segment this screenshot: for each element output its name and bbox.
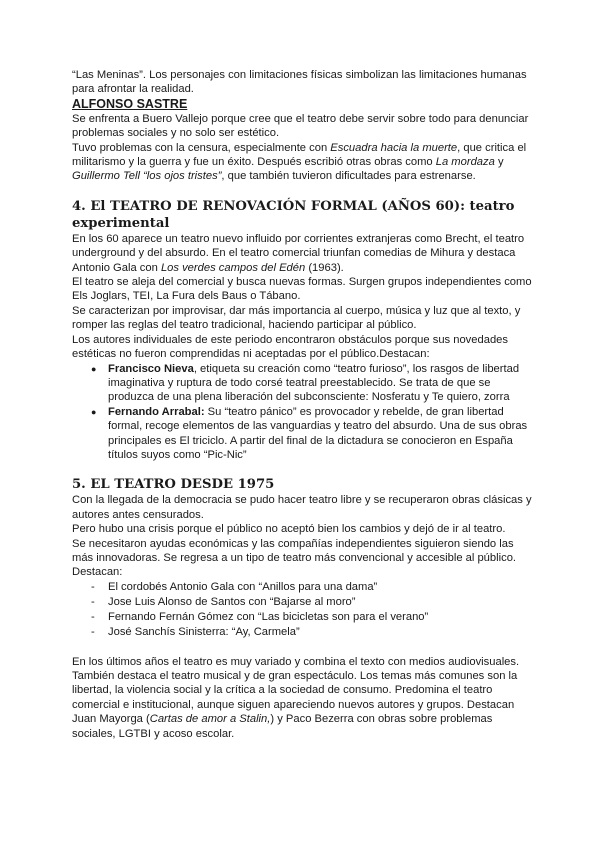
section-5-paragraph-3: Se necesitaron ayudas económicas y las compañías independientes siguieron siendo las más innovadoras. Se regresa a un tipo de teatro más convencional y accesible al público. — [72, 537, 517, 564]
list-item: - El cordobés Antonio Gala con “Anillos para una dama” — [108, 580, 532, 595]
section-4-paragraph-3: Se caracterizan por improvisar, dar más importancia al cuerpo, música y luz que al texto, y romper las reglas del teatro tradicional, haciendo participar al público. — [72, 304, 521, 332]
list-item: - Fernando Fernán Gómez con “Las bicicletas son para el verano” — [108, 610, 532, 625]
section-4-bullet-list — [72, 362, 532, 463]
list-item — [108, 362, 532, 405]
sastre-heading: ALFONSO SASTRE — [72, 96, 188, 111]
section-5-dash-list — [72, 580, 532, 641]
list-item: - Jose Luis Alonso de Santos con “Bajarse al moro” — [108, 595, 532, 610]
sastre-paragraph-1: Se enfrenta a Buero Vallejo porque cree que el teatro debe servir sobre todo para denunciar problemas sociales y no solo ser estético. — [72, 112, 529, 140]
section-5-paragraph-1: Con la llegada de la democracia se pudo hacer teatro libre y se recuperaron obras clásicas y autores antes censurados. — [72, 494, 532, 521]
section-4-paragraph-1 — [72, 232, 532, 275]
section-4-paragraph-4: Los autores individuales de este periodo encontraron obstáculos porque sus novedades estéticas no fueron comprendidas ni aceptadas por el público.Destacan: — [72, 333, 508, 361]
work-title-guillermo-tell: Guillermo Tell “los ojos tristes” — [72, 170, 222, 183]
section-5-heading: 5. EL TEATRO DESDE 1975 — [72, 477, 275, 493]
s4-p1-text-a: En los 60 aparece un teatro nuevo influido por corrientes extranjeras como Brecht, el teatro underground y del absurdo. En el teatro comercial triunfan comedias de Mihura y destaca Antonio Gala con — [72, 232, 525, 274]
section-5-paragraph-2: Pero hubo una crisis porque el público no aceptó bien los cambios y dejó de ir al teatro. — [72, 523, 506, 536]
work-title-verdes-campos: Los verdes campos del Edén — [160, 261, 306, 274]
s5-p5-text-b: ) y Paco Bezerra con obras sobre problemas sociales, LGTBI y acoso escolar. — [72, 713, 493, 740]
sastre-p2-text-b: , que critica el militarismo y la guerra y fue un éxito. Después escribió otras obras como — [72, 141, 527, 169]
work-title-cartas-stalin: Cartas de amor a Stalin, — [149, 713, 271, 726]
list-item — [108, 405, 532, 463]
author-name: Francisco Nieva — [108, 362, 194, 375]
work-title-escuadra: Escuadra hacia la muerte — [330, 141, 458, 154]
section-4-paragraph-2: El teatro se aleja del comercial y busca nuevas formas. Surgen grupos independientes como Els Joglars, TEI, La Fura dels Baus o Tábano. — [72, 276, 532, 303]
sastre-p2-text-a: Tuvo problemas con la censura, especialmente con — [72, 141, 331, 154]
list-item: - José Sanchís Sinisterra: “Ay, Carmela” — [108, 625, 532, 640]
sastre-p2-text-d: , que también tuvieron dificultades para estrenarse. — [221, 170, 476, 183]
sastre-paragraph-2 — [72, 141, 532, 184]
section-5-paragraph-4: Destacan: — [72, 566, 123, 579]
work-title-mordaza: La mordaza — [435, 156, 495, 169]
intro-paragraph: “Las Meninas”. Los personajes con limitaciones físicas simbolizan las limitaciones humanas para afrontar la realidad. — [72, 69, 527, 96]
section-4-heading: 4. El TEATRO DE RENOVACIÓN FORMAL (AÑOS 60): teatro experimental — [72, 198, 515, 231]
section-5-paragraph-5 — [72, 655, 532, 741]
author-name: Fernando Arrabal: — [108, 405, 205, 418]
document-page — [72, 68, 532, 741]
author-description: , etiqueta su creación como “teatro furioso”, los rasgos de libertad imaginativa y ruptura de todo corsé teatral preestablecido. Se trata de que se produzca de una plena liberación del subconsciente: Nosferatu y Te quiero, zorra — [108, 362, 520, 404]
sastre-p2-text-c: y — [494, 156, 504, 169]
author-description: Su “teatro pánico” es provocador y rebelde, de gran libertad formal, recoge elementos de las vanguardias y teatro del absurdo. Una de sus obras principales es El triciclo. A partir del final de la dictadura se conocieron en España títulos suyos como “Pic-Nic” — [108, 405, 528, 461]
s4-p1-text-b: (1963). — [305, 261, 344, 274]
s5-p5-text-a: En los últimos años el teatro es muy variado y combina el texto con medios audiovisuales. También destaca el teatro musical y de gran espectáculo. Los temas más comunes son la libertad, la violencia social y la crítica a la sociedad de consumo. Predomina el teatro comercial e institucional, aunque siguen apareciendo nuevos autores y grupos. Destacan Juan Mayorga ( — [72, 655, 520, 726]
